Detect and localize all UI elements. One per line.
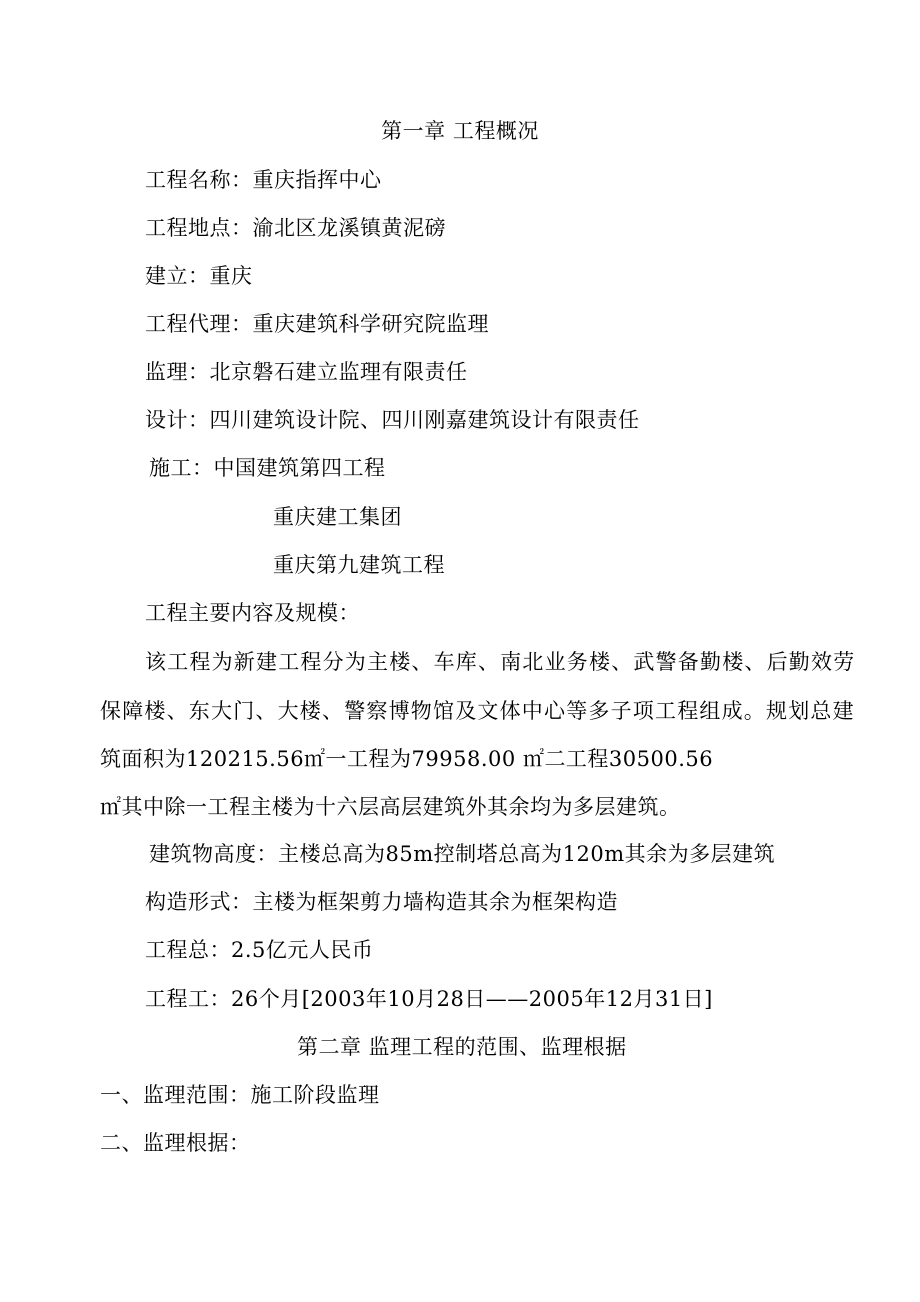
project-location-line: 工程地点：渝北区龙溪镇黄泥磅 [145,216,446,240]
basis-item-line: 二、监理根据： [100,1131,251,1155]
supervisor-line: 监理：北京磐石建立监理有限责任 [145,360,468,384]
scope-paragraph-line-1: 该工程为新建工程分为主楼、车库、南北业务楼、武警备勤楼、后勤效劳 [145,650,856,674]
chapter1-title: 第一章 工程概况 [381,119,539,143]
scope-paragraph-line-4: ㎡其中除一工程主楼为十六层高层建筑外其余均为多层建筑。 [100,795,681,819]
project-agent-line: 工程代理：重庆建筑科学研究院监理 [145,312,489,336]
chapter2-title: 第二章 监理工程的范围、监理根据 [297,1035,627,1059]
scope-paragraph-line-3: 筑面积为120215.56㎡一工程为79958.00 ㎡二工程30500.56 [100,747,714,771]
scope-heading: 工程主要内容及规模： [145,601,360,625]
total-cost-line: 工程总：2.5亿元人民币 [145,938,374,962]
duration-line: 工程工：26个月[2003年10月28日——2005年12月31日] [145,987,713,1011]
designer-line: 设计：四川建筑设计院、四川刚嘉建筑设计有限责任 [145,408,640,432]
construction-line-3: 重庆第九建筑工程 [273,553,445,577]
scope-item-line: 一、监理范围：施工阶段监理 [100,1083,380,1107]
project-name-line: 工程名称：重庆指挥中心 [145,168,382,192]
structure-form-line: 构造形式：主楼为框架剪力墙构造其余为框架构造 [145,890,618,914]
scope-paragraph-line-2: 保障楼、东大门、大楼、警察博物馆及文体中心等多子项工程组成。规划总建 [100,699,855,723]
building-height-line: 建筑物高度：主楼总高为85m控制塔总高为120m其余为多层建筑 [149,842,776,866]
builder-line: 建立：重庆 [145,264,253,288]
construction-line: 施工：中国建筑第四工程 [149,456,386,480]
construction-line-2: 重庆建工集团 [273,505,402,529]
